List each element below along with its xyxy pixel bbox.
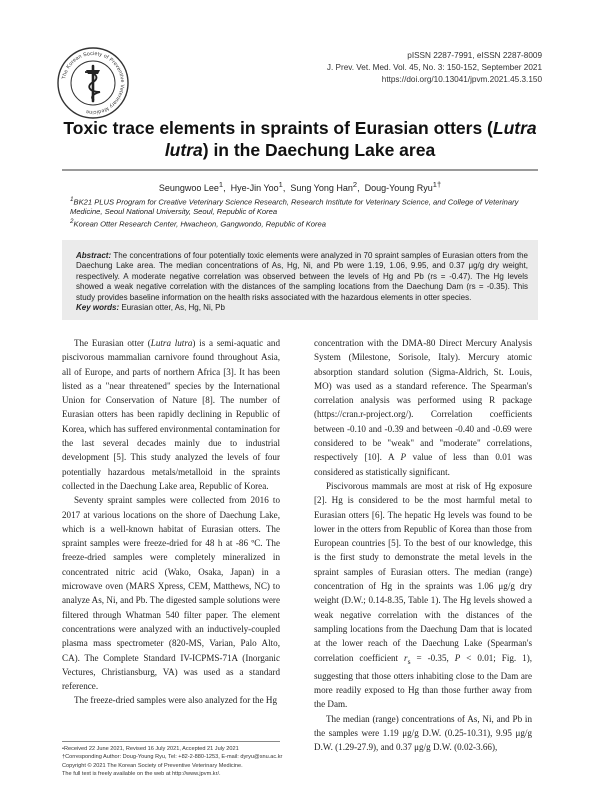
article-title: Toxic trace elements in spraints of Eurasian otters (Lutra lutra) in the Daechung Lake area (63, 118, 537, 160)
logo-ring-text: The Korean Society of Preventive Veterinary Medicine (61, 50, 126, 116)
received-dates: •Received 22 June 2021, Revised 16 July 2021, Accepted 21 July 2021 (62, 746, 239, 752)
author: Doug-Young Ryu$^{1\dagger}$ (364, 180, 442, 193)
footnote-divider (62, 741, 280, 742)
keywords: Key words: Eurasian otter, As, Hg, Ni, Pb (76, 303, 225, 312)
paragraph: Piscivorous mammals are most at risk of Hg exposure [2]. Hg is considered to be the most harmful metal to Eurasian otters [6]. The hepatic Hg levels was found to be lower in the otters from Republic of Korea than those from European countries [5]. To the best of our knowledge, this is the first study to demonstrate the metal levels in the spraint samples of Eurasian otters. The median (range) concentration of Hg in the spraints was 1.06 μg/g dry weight (D.W.; 0.14-8.35, Table 1). The Hg levels showed a weak negative correlation with the distances of the sampling locations from the Daechung Dam that is located at the lower reach of the Daechung Lake (Spearman's correlation coefficient $r_s = -0.35$, P < 0.01; Fig. 1), suggesting that those otters inhabiting close to the Dam are more readily exposed to Hg than those further away from the Dam. (314, 480, 532, 710)
title-divider (62, 169, 538, 171)
society-logo-icon (56, 46, 130, 120)
author-list: Seungwoo Lee$^1$, Hye-Jin Yoo$^1$, Sung Yong Han$^2$, Doug-Young Ryu$^{1\dagger}$ (158, 180, 442, 193)
citation: J. Prev. Vet. Med. Vol. 45, No. 3: 150-152, September 2021 (326, 63, 542, 72)
abstract: Abstract: The concentrations of four potentially toxic elements were analyzed in 70 spraint samples of Eurasian otters from the Daechung Lake area. The median concentrations of As, Hg, Ni, and Pb were 1.19, 1.06, 9.95, and 0.37 μg/g dry weight, respectively. A moderate negative correlation was observed between the levels of Hg and Pb (rs = -0.47). The Hg levels showed a weak negative correlation with the distances of the sampling locations from the Daechung Dam (rs = -0.35). This study provides baseline information on the health risks associated with the hazardous elements in otter species. (76, 251, 529, 302)
paragraph: The freeze-dried samples were also analyzed for the Hg (74, 695, 277, 706)
journal-meta (327, 50, 542, 86)
body-column-left (62, 336, 280, 708)
access-note: The full text is freely available on the web at http://www.jpvm.kr/. (62, 770, 221, 777)
footnotes (62, 745, 294, 778)
affiliation: $^1$BK21 PLUS Program for Creative Veterinary Science Research, Research Institute for Veterinary Science, and College of Veterinary Medicine, Seoul National University, Seoul, Republic of Korea (70, 196, 519, 217)
affiliation: $^2$Korean Otter Research Center, Hwacheon, Gangwondo, Republic of Korea (70, 217, 326, 229)
corresponding-author: †Corresponding Author: Doug-Young Ryu, Tel: +82-2-880-1253, E-mail: dyryu@snu.ac.kr (62, 754, 283, 761)
issn: pISSN 2287-7991, eISSN 2287-8009 (407, 51, 542, 60)
paragraph: Seventy spraint samples were collected from 2016 to 2017 at various locations on the shore of Daechung Lake, which is a well-known habitat of Eurasian otters. The spraint samples were freeze-dried for 48 h at -86 ºC. The freeze-dried samples were completely mineralized in concentrated nitric acid (Wako, Osaka, Japan) in a microwave oven (MARS Xpress, CEM, Matthews, NC) to analyze As, Ni, and Pb. The digested sample solutions were filtered through Whatman 540 filter paper. The element concentrations were analyzed with an inductively-coupled plasma mass spectrometer (820-MS, Varian, Palo Alto, CA). The Complete Standard IV-ICPMS-71A (Inorganic Vectures, Christiansburg, VA) was used as a standard reference. (62, 495, 280, 692)
copyright: Copyright © 2021 The Korean Society of Preventive Veterinary Medicine. (62, 762, 243, 769)
author: Hye-Jin Yoo$^1$ (230, 180, 283, 193)
paragraph: The Eurasian otter (Lutra lutra) is a semi-aquatic and piscivorous mammalian carnivore found throughout Asia, all of Europe, and parts of northern Africa [3]. It has been listed as a "near threatened" species by the International Union for Conservation of Nature [8]. The number of Eurasian otters has been rapidly declining in Republic of Korea, which has suffered environmental contamination for the last several decades mainly due to industrial development [5]. This study analyzed the levels of four potentially hazardous metals/metalloid in the spraints collected in the Daechung Lake area, Republic of Korea. (62, 338, 280, 491)
paragraph: The median (range) concentrations of As, Ni, and Pb in the samples were 1.19 μg/g D.W. (0.25-10.31), 9.95 μg/g D.W. (1.29-27.9), and 0.37 μg/g D.W. (0.02-3.66), (314, 713, 532, 753)
paragraph: concentration with the DMA-80 Direct Mercury Analysis System (Milestone, Sorisole, Italy). Mercury atomic absorption standard solution (Sigma-Aldrich, St. Louis, MO) was used as a standard reference. The Spearman's correlation analysis was performed using R package (https://cran.r-project.org/). Correlation coefficients between -0.10 and -0.39 and between -0.40 and -0.69 were considered to be "weak" and "moderate" correlations, respectively [10]. A P value of less than 0.01 was considered as statistically significant. (314, 338, 532, 477)
doi-link[interactable]: https://doi.org/10.13041/jpvm.2021.45.3.150 (381, 75, 542, 84)
author: Seungwoo Lee$^1$ (158, 180, 224, 193)
author: Sung Yong Han$^2$ (290, 180, 358, 193)
affiliations (70, 195, 540, 229)
body-column-right (314, 336, 532, 754)
